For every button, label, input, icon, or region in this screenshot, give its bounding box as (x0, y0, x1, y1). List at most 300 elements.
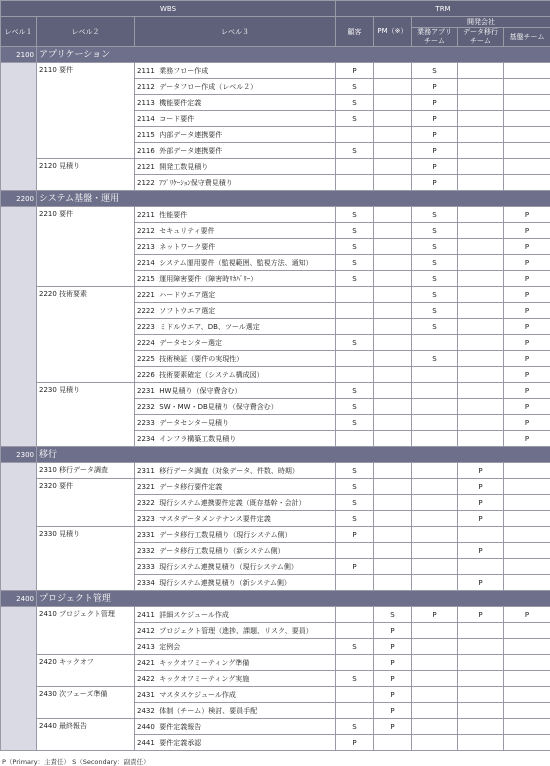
infra-role-cell: P (504, 431, 550, 447)
client-role-cell: S (336, 479, 374, 495)
level3-name: 詳細スケジュール作成 (159, 611, 229, 619)
section-code: 2300 (1, 447, 37, 463)
level1-spacer-cell (1, 63, 37, 191)
level3-name: ｱﾌﾟﾘｹｰｼｮﾝ保守費見積り (159, 179, 233, 187)
level3-cell (135, 223, 336, 239)
level3-name: 内部データ連携要件 (159, 131, 222, 139)
migration-role-cell: P (458, 543, 504, 559)
pm-role-cell (374, 271, 412, 287)
client-role-cell: S (336, 671, 374, 687)
pm-role-cell (374, 255, 412, 271)
level2-code: 2110 (39, 66, 57, 74)
level3-name: SW・MW・DB見積り（保守費含む） (159, 403, 278, 411)
level2-name: 移行データ調査 (59, 466, 108, 474)
level3-cell (135, 143, 336, 159)
level1-spacer-cell (1, 607, 37, 751)
level3-code: 2333 (137, 563, 155, 571)
level1-header: レベル１ (1, 17, 37, 47)
infra-role-cell (504, 63, 550, 79)
infra-role-cell (504, 127, 550, 143)
pm-role-cell (374, 399, 412, 415)
table-row (1, 479, 550, 495)
infra-role-cell: P (504, 607, 550, 623)
level3-name: 業務フロー作成 (159, 67, 208, 75)
infra-role-cell: P (504, 415, 550, 431)
level2-code: 2230 (39, 386, 57, 394)
infra-role-cell: P (504, 223, 550, 239)
client-role-cell: S (336, 399, 374, 415)
pm-role-cell (374, 127, 412, 143)
level2-name: 技術要素 (59, 290, 87, 298)
level3-cell (135, 383, 336, 399)
client-role-cell: S (336, 383, 374, 399)
vendor-header: 開発会社 (412, 17, 550, 28)
level1-spacer-cell (1, 207, 37, 447)
section-code: 2100 (1, 47, 37, 63)
migration-role-cell (458, 175, 504, 191)
pm-header: PM（※） (374, 17, 412, 47)
table-body (1, 47, 550, 751)
level3-name: プロジェクト管理（進捗、課題、リスク、要員） (159, 627, 312, 635)
level3-name: 開発工数見積り (159, 163, 208, 171)
client-role-cell (336, 687, 374, 703)
migration-role-cell (458, 399, 504, 415)
biz-app-role-cell: S (412, 287, 458, 303)
level3-cell (135, 655, 336, 671)
level3-name: 機能要件定義 (159, 99, 201, 107)
biz-app-role-cell (412, 383, 458, 399)
level2-cell (37, 527, 135, 591)
section-title: アプリケーション (37, 47, 550, 63)
migration-role-cell: P (458, 511, 504, 527)
migration-role-cell (458, 223, 504, 239)
level3-code: 2114 (137, 115, 155, 123)
level3-cell (135, 303, 336, 319)
client-role-cell: S (336, 511, 374, 527)
client-role-cell: P (336, 559, 374, 575)
level3-code: 2412 (137, 627, 155, 635)
level2-cell (37, 287, 135, 383)
level3-code: 2332 (137, 547, 155, 555)
level2-cell (37, 687, 135, 719)
pm-role-cell (374, 431, 412, 447)
migration-role-cell: P (458, 479, 504, 495)
migration-role-cell (458, 63, 504, 79)
biz-app-role-cell (412, 463, 458, 479)
level2-name: 次フェーズ準備 (59, 690, 107, 698)
level3-cell (135, 335, 336, 351)
biz-app-role-cell (412, 335, 458, 351)
infra-role-cell (504, 511, 550, 527)
biz-app-role-cell: S (412, 303, 458, 319)
client-role-cell: S (336, 223, 374, 239)
client-role-cell: S (336, 239, 374, 255)
pm-role-cell (374, 143, 412, 159)
wbs-header: WBS (1, 1, 336, 17)
pm-role-cell (374, 351, 412, 367)
level3-cell (135, 607, 336, 623)
migration-role-cell (458, 367, 504, 383)
biz-app-role-cell (412, 543, 458, 559)
level2-name: 要件 (59, 66, 73, 74)
infra-role-cell (504, 543, 550, 559)
section-title: プロジェクト管理 (37, 591, 550, 607)
client-role-cell: S (336, 207, 374, 223)
level3-cell (135, 159, 336, 175)
section-title: 移行 (37, 447, 550, 463)
level3-cell (135, 271, 336, 287)
biz-app-role-cell: P (412, 95, 458, 111)
level2-code: 2410 (39, 610, 57, 618)
migration-role-cell (458, 287, 504, 303)
level2-cell (37, 607, 135, 655)
level3-name: インフラ構築工数見積り (159, 435, 236, 443)
level3-cell (135, 207, 336, 223)
infra-role-cell (504, 655, 550, 671)
level3-code: 2213 (137, 243, 155, 251)
migration-role-cell (458, 95, 504, 111)
level3-code: 2115 (137, 131, 155, 139)
level3-name: 定例会 (159, 643, 180, 651)
level3-code: 2331 (137, 531, 155, 539)
infra-role-cell: P (504, 399, 550, 415)
client-role-cell (336, 319, 374, 335)
level3-name: 運用障害要件（障害時ﾘｶﾊﾞﾘｰ） (159, 275, 257, 283)
infra-role-cell (504, 143, 550, 159)
level3-name: セキュリティ要件 (159, 227, 214, 235)
client-role-cell (336, 575, 374, 591)
pm-role-cell: P (374, 687, 412, 703)
level3-cell (135, 463, 336, 479)
level3-code: 2432 (137, 707, 155, 715)
level2-code: 2330 (39, 530, 57, 538)
level3-cell (135, 495, 336, 511)
client-role-cell: P (336, 735, 374, 751)
infra-role-cell (504, 687, 550, 703)
client-role-cell: P (336, 63, 374, 79)
level3-cell (135, 511, 336, 527)
level3-name: マスタデータメンテナンス要件定義 (159, 515, 270, 523)
migration-role-cell (458, 655, 504, 671)
biz-app-role-cell (412, 655, 458, 671)
level3-cell (135, 575, 336, 591)
pm-role-cell: P (374, 671, 412, 687)
biz-app-role-cell: S (412, 271, 458, 287)
client-role-cell: S (336, 719, 374, 735)
level3-cell (135, 255, 336, 271)
level3-name: 現行システム連携見積り（現行システム側） (159, 563, 298, 571)
client-role-cell (336, 543, 374, 559)
pm-role-cell (374, 415, 412, 431)
level2-cell (37, 63, 135, 159)
client-role-cell: S (336, 79, 374, 95)
biz-app-role-cell: S (412, 351, 458, 367)
pm-role-cell: P (374, 623, 412, 639)
level3-name: 性能要件 (159, 211, 187, 219)
level3-code: 2221 (137, 291, 155, 299)
migration-role-cell (458, 687, 504, 703)
infra-role-cell (504, 175, 550, 191)
level3-cell (135, 287, 336, 303)
biz-app-role-cell: P (412, 607, 458, 623)
table-row (1, 527, 550, 543)
level2-cell (37, 463, 135, 479)
biz-app-role-cell: S (412, 319, 458, 335)
migration-role-cell (458, 335, 504, 351)
client-role-cell (336, 175, 374, 191)
level3-cell (135, 79, 336, 95)
migration-role-cell (458, 351, 504, 367)
level3-name: データセンター選定 (159, 339, 222, 347)
level2-name: 見積り (59, 162, 80, 170)
client-role-cell (336, 303, 374, 319)
migration-role-cell (458, 239, 504, 255)
biz-app-role-cell: S (412, 223, 458, 239)
biz-app-role-cell (412, 575, 458, 591)
pm-role-cell (374, 63, 412, 79)
level3-cell (135, 559, 336, 575)
level2-name: 最終報告 (59, 722, 87, 730)
level2-cell (37, 159, 135, 191)
level3-code: 2441 (137, 739, 155, 747)
biz-app-role-cell: S (412, 207, 458, 223)
pm-role-cell: P (374, 703, 412, 719)
level3-code: 2322 (137, 499, 155, 507)
client-role-cell (336, 655, 374, 671)
infra-role-cell (504, 575, 550, 591)
level3-name: 技術検証（要件の実現性） (159, 355, 243, 363)
migration-role-cell (458, 207, 504, 223)
level3-cell (135, 127, 336, 143)
section-code: 2400 (1, 591, 37, 607)
level3-code: 2421 (137, 659, 155, 667)
client-header: 顧客 (336, 17, 374, 47)
pm-role-cell: S (374, 607, 412, 623)
biz-app-role-cell (412, 527, 458, 543)
level3-code: 2311 (137, 467, 155, 475)
level3-code: 2111 (137, 67, 155, 75)
migration-role-cell (458, 639, 504, 655)
level3-name: 移行データ調査（対象データ、件数、時期） (159, 467, 299, 475)
infra-role-cell: P (504, 383, 550, 399)
level3-cell (135, 687, 336, 703)
level3-name: ハードウエア選定 (159, 291, 215, 299)
level2-code: 2120 (39, 162, 57, 170)
level2-code: 2210 (39, 210, 57, 218)
level3-cell (135, 415, 336, 431)
infra-role-cell (504, 95, 550, 111)
client-role-cell (336, 623, 374, 639)
level3-code: 2234 (137, 435, 155, 443)
infra-role-cell (504, 735, 550, 751)
level3-cell (135, 719, 336, 735)
client-role-cell: S (336, 463, 374, 479)
client-role-cell (336, 159, 374, 175)
level3-cell (135, 431, 336, 447)
level3-name: ソフトウエア選定 (159, 307, 215, 315)
migration-role-cell (458, 255, 504, 271)
biz-app-role-cell (412, 735, 458, 751)
level2-cell (37, 655, 135, 687)
legend-footnote: P（Primary：主責任） S（Secondary：副責任） (2, 757, 150, 766)
migration-role-cell (458, 415, 504, 431)
biz-app-role-cell (412, 687, 458, 703)
level3-cell (135, 639, 336, 655)
migration-role-cell (458, 303, 504, 319)
biz-app-role-cell: P (412, 143, 458, 159)
migration-role-cell (458, 143, 504, 159)
pm-role-cell (374, 735, 412, 751)
level3-name: データセンター見積り (159, 419, 229, 427)
client-role-cell: S (336, 271, 374, 287)
trm-header: TRM (336, 1, 550, 17)
client-role-cell (336, 703, 374, 719)
pm-role-cell (374, 511, 412, 527)
pm-role-cell (374, 543, 412, 559)
level3-code: 2431 (137, 691, 155, 699)
level2-name: キックオフ (59, 658, 94, 666)
client-role-cell: S (336, 415, 374, 431)
level3-code: 2112 (137, 83, 155, 91)
pm-role-cell (374, 79, 412, 95)
infra-role-cell (504, 495, 550, 511)
infra-role-cell: P (504, 271, 550, 287)
pm-role-cell (374, 367, 412, 383)
level3-code: 2233 (137, 419, 155, 427)
client-role-cell: S (336, 111, 374, 127)
pm-role-cell: P (374, 639, 412, 655)
biz-app-team-header: 業務アプリチーム (412, 28, 458, 47)
biz-app-role-cell (412, 431, 458, 447)
level3-cell (135, 623, 336, 639)
pm-role-cell: P (374, 719, 412, 735)
migration-role-cell (458, 111, 504, 127)
level2-cell (37, 207, 135, 287)
infra-role-cell (504, 703, 550, 719)
level2-name: 見積り (59, 386, 80, 394)
level3-code: 2226 (137, 371, 155, 379)
infra-role-cell (504, 479, 550, 495)
pm-role-cell (374, 575, 412, 591)
level3-code: 2212 (137, 227, 155, 235)
infra-role-cell (504, 527, 550, 543)
level3-code: 2113 (137, 99, 155, 107)
level3-name: コード要件 (159, 115, 194, 123)
level3-code: 2223 (137, 323, 155, 331)
pm-role-cell (374, 463, 412, 479)
biz-app-role-cell: P (412, 127, 458, 143)
migration-role-cell (458, 735, 504, 751)
biz-app-role-cell (412, 623, 458, 639)
pm-role-cell (374, 527, 412, 543)
table-row (1, 383, 550, 399)
migration-role-cell (458, 431, 504, 447)
level3-cell (135, 527, 336, 543)
table-row (1, 463, 550, 479)
biz-app-role-cell (412, 703, 458, 719)
client-role-cell (336, 367, 374, 383)
infra-role-cell (504, 671, 550, 687)
level3-code: 2214 (137, 259, 155, 267)
pm-role-cell (374, 303, 412, 319)
infra-role-cell (504, 463, 550, 479)
table-row (1, 287, 550, 303)
level3-name: ネットワーク要件 (159, 243, 215, 251)
migration-role-cell (458, 159, 504, 175)
migration-role-cell: P (458, 575, 504, 591)
biz-app-role-cell (412, 479, 458, 495)
biz-app-role-cell (412, 495, 458, 511)
level2-name: 見積り (59, 530, 80, 538)
level3-cell (135, 63, 336, 79)
client-role-cell (336, 607, 374, 623)
level2-code: 2220 (39, 290, 57, 298)
section-code: 2200 (1, 191, 37, 207)
level3-name: システム運用要件（監視範囲、監視方法、通知） (159, 259, 312, 267)
level3-code: 2122 (137, 179, 155, 187)
pm-role-cell (374, 111, 412, 127)
migration-role-cell (458, 719, 504, 735)
section-row (1, 191, 550, 207)
level3-code: 2121 (137, 163, 155, 171)
table-row (1, 655, 550, 671)
level3-cell (135, 479, 336, 495)
client-role-cell: S (336, 335, 374, 351)
level3-cell (135, 175, 336, 191)
infra-role-cell (504, 79, 550, 95)
migration-role-cell (458, 127, 504, 143)
infra-role-cell (504, 719, 550, 735)
pm-role-cell (374, 319, 412, 335)
table-row (1, 607, 550, 623)
infra-role-cell: P (504, 207, 550, 223)
client-role-cell: S (336, 495, 374, 511)
migration-role-cell: P (458, 463, 504, 479)
pm-role-cell (374, 159, 412, 175)
level2-code: 2310 (39, 466, 57, 474)
pm-role-cell (374, 223, 412, 239)
level3-cell (135, 671, 336, 687)
level2-code: 2420 (39, 658, 57, 666)
client-role-cell: S (336, 255, 374, 271)
biz-app-role-cell: S (412, 239, 458, 255)
infra-role-cell: P (504, 335, 550, 351)
section-row (1, 591, 550, 607)
table-row (1, 719, 550, 735)
pm-role-cell (374, 207, 412, 223)
level2-name: 要件 (59, 210, 73, 218)
biz-app-role-cell (412, 639, 458, 655)
level3-code: 2334 (137, 579, 155, 587)
level3-code: 2224 (137, 339, 155, 347)
infra-role-cell: P (504, 239, 550, 255)
level3-cell (135, 351, 336, 367)
pm-role-cell (374, 495, 412, 511)
level3-name: データ移行工数見積り（新システム側） (159, 547, 284, 555)
table-header (1, 1, 550, 47)
client-role-cell: P (336, 527, 374, 543)
migration-role-cell: P (458, 607, 504, 623)
pm-role-cell (374, 95, 412, 111)
biz-app-role-cell (412, 399, 458, 415)
client-role-cell (336, 351, 374, 367)
level3-code: 2231 (137, 387, 155, 395)
table-row (1, 687, 550, 703)
biz-app-role-cell (412, 367, 458, 383)
migration-team-header: データ移行チーム (458, 28, 504, 47)
biz-app-role-cell (412, 511, 458, 527)
pm-role-cell (374, 383, 412, 399)
